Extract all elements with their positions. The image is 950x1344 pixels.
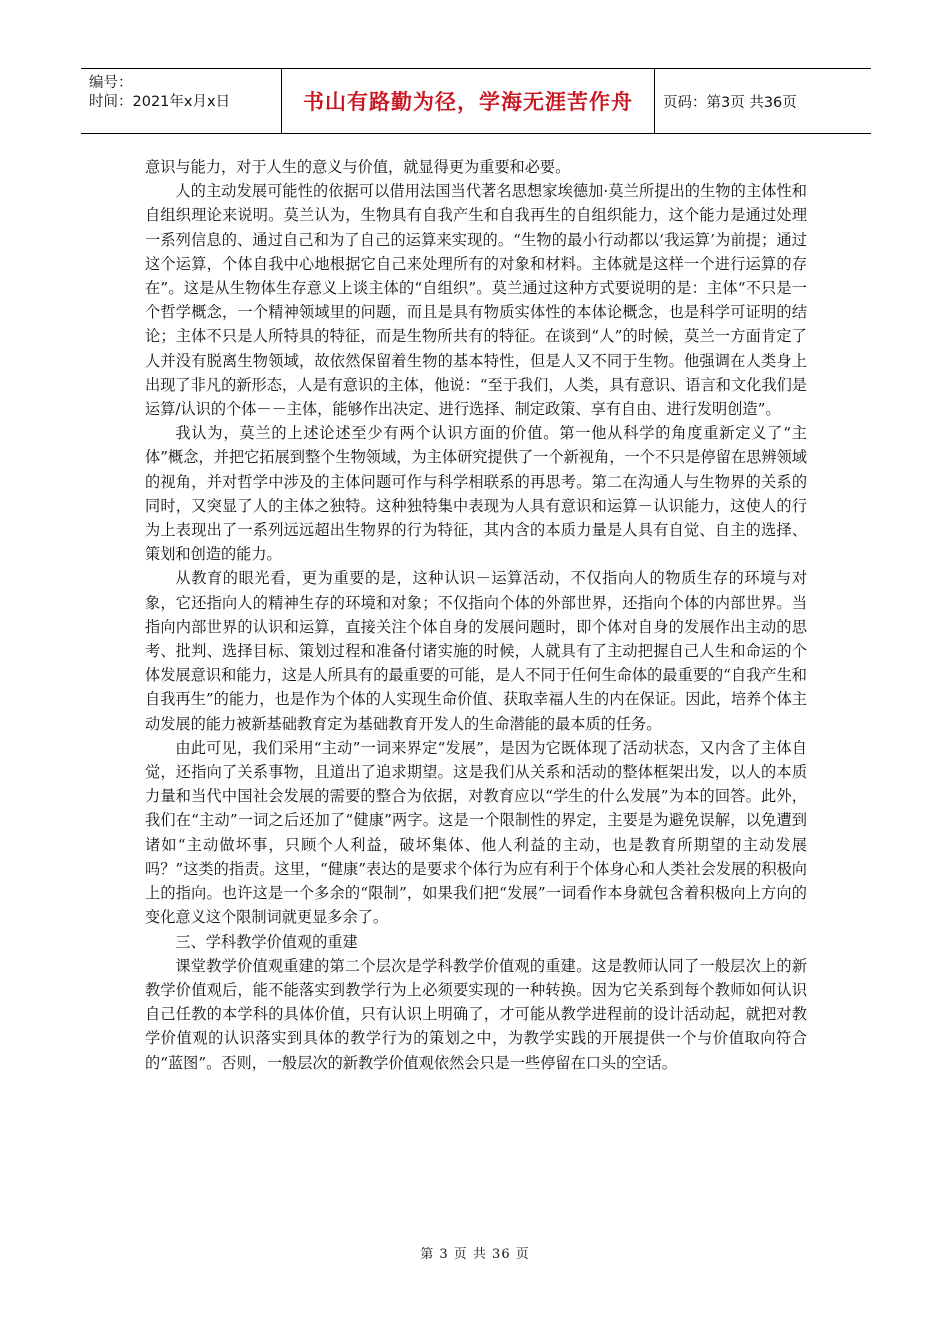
header-motto: 书山有路勤为径，学海无涯苦作舟	[303, 90, 633, 114]
document-code-label: 编号：	[89, 75, 133, 91]
body-paragraph: 由此可见，我们采用“主动”一词来界定“发展”，是因为它既体现了活动状态，又内含了主体自觉，还指向了关系事物，且道出了追求期望。这是我们从关系和活动的整体框架出发，以人的本质力量和当代中国社会发展的需要的整合为依据，对教育应以“学生的什么发展”为本的回答。此外，我们在“主动”一词之后还加了“健康”两字。这是一个限制性的界定，主要是为避免误解，以免遭到诸如“主动做坏事，只顾个人利益，破坏集体、他人利益的主动，也是教育所期望的主动发展吗？”这类的指责。这里，“健康”表达的是要求个体行为应有利于个体身心和人类社会发展的积极向上的指向。也许这是一个多余的“限制”，如果我们把“发展”一词看作本身就包含着积极向上方向的变化意义这个限制词就更显多余了。	[145, 738, 807, 927]
header-motto-cell	[282, 69, 655, 133]
page-footer	[0, 1243, 950, 1262]
body-paragraph: 课堂教学价值观重建的第二个层次是学科教学价值观的重建。这是教师认同了一般层次上的新教学价值观后，能不能落实到教学行为上必须要实现的一种转换。因为它关系到每个教师如何认识自己任教的本学科的具体价值，只有认识上明确了，才可能从教学进程前的设计活动起，就把对教学价值观的认识落实到具体的教学行为的策划之中，为教学实践的开展提供一个与价值取向符合的“蓝图”。否则，一般层次的新教学价值观依然会只是一些停留在口头的空话。	[145, 956, 807, 1072]
body-paragraph: 我认为，莫兰的上述论述至少有两个认识方面的价值。第一他从科学的角度重新定义了“主体”概念，并把它拓展到整个生物领域，为主体研究提供了一个新视角，一个不只是停留在思辨领域的视角，并对哲学中涉及的主体问题可作与科学相联系的再思考。第二在沟通人与生物界的关系的同时，又突显了人的主体之独特。这种独特集中表现为人具有意识和运算－认识能力，这使人的行为上表现出了一系列远远超出生物界的行为特征，其内含的本质力量是人具有自觉、自主的选择、策划和创造的能力。	[145, 424, 807, 564]
body-paragraph: 意识与能力，对于人生的意义与价值，就显得更为重要和必要。	[145, 158, 571, 176]
document-body	[145, 155, 807, 1075]
document-date-label: 时间：2021年x月x日	[89, 94, 231, 110]
page-header	[81, 68, 871, 134]
footer-page-number: 第 3 页 共 36 页	[420, 1247, 530, 1262]
header-meta-cell	[81, 69, 282, 133]
body-paragraph: 从教育的眼光看，更为重要的是，这种认识－运算活动，不仅指向人的物质生存的环境与对象，它还指向人的精神生存的环境和对象；不仅指向个体的外部世界，还指向个体的内部世界。当指向内部世界的认识和运算，直接关注个体自身的发展问题时，即个体对自身的发展作出主动的思考、批判、选择目标、策划过程和准备付诸实施的时候，人就具有了主动把握自己人生和命运的个体发展意识和能力，这是人所具有的最重要的可能，是人不同于任何生命体的最重要的“自我产生和自我再生”的能力，也是作为个体的人实现生命价值、获取幸福人生的内在保证。因此，培养个体主动发展的能力被新基础教育定为基础教育开发人的生命潜能的最本质的任务。	[145, 569, 807, 733]
body-paragraph: 人的主动发展可能性的依据可以借用法国当代著名思想家埃德加·莫兰所提出的生物的主体性和自组织理论来说明。莫兰认为，生物具有自我产生和自我再生的自组织能力，这个能力是通过处理一系列信息的、通过自己和为了自己的运算来实现的。“生物的最小行动都以‘我运算’为前提；通过这个运算，个体自我中心地根据它自己来处理所有的对象和材料。主体就是这样一个进行运算的存在”。这是从生物体生存意义上谈主体的“自组织”。莫兰通过这种方式要说明的是：主体“不只是一个哲学概念，一个精神领域里的问题，而且是具有物质实体性的本体论概念，也是科学可证明的结论；主体不只是人所特具的特征，而是生物所共有的特征。在谈到“人”的时候，莫兰一方面肯定了人并没有脱离生物领域，故依然保留着生物的基本特性，但是人又不同于生物。他强调在人类身上出现了非凡的新形态，人是有意识的主体，他说：“至于我们，人类，具有意识、语言和文化我们是运算/认识的个体－－主体，能够作出决定、进行选择、制定政策、享有自由、进行发明创造”。	[145, 182, 807, 419]
header-page-label: 页码：第3页 共36页	[663, 94, 797, 111]
section-heading: 三、学科教学价值观的重建	[175, 932, 358, 951]
header-page-cell	[655, 69, 871, 133]
